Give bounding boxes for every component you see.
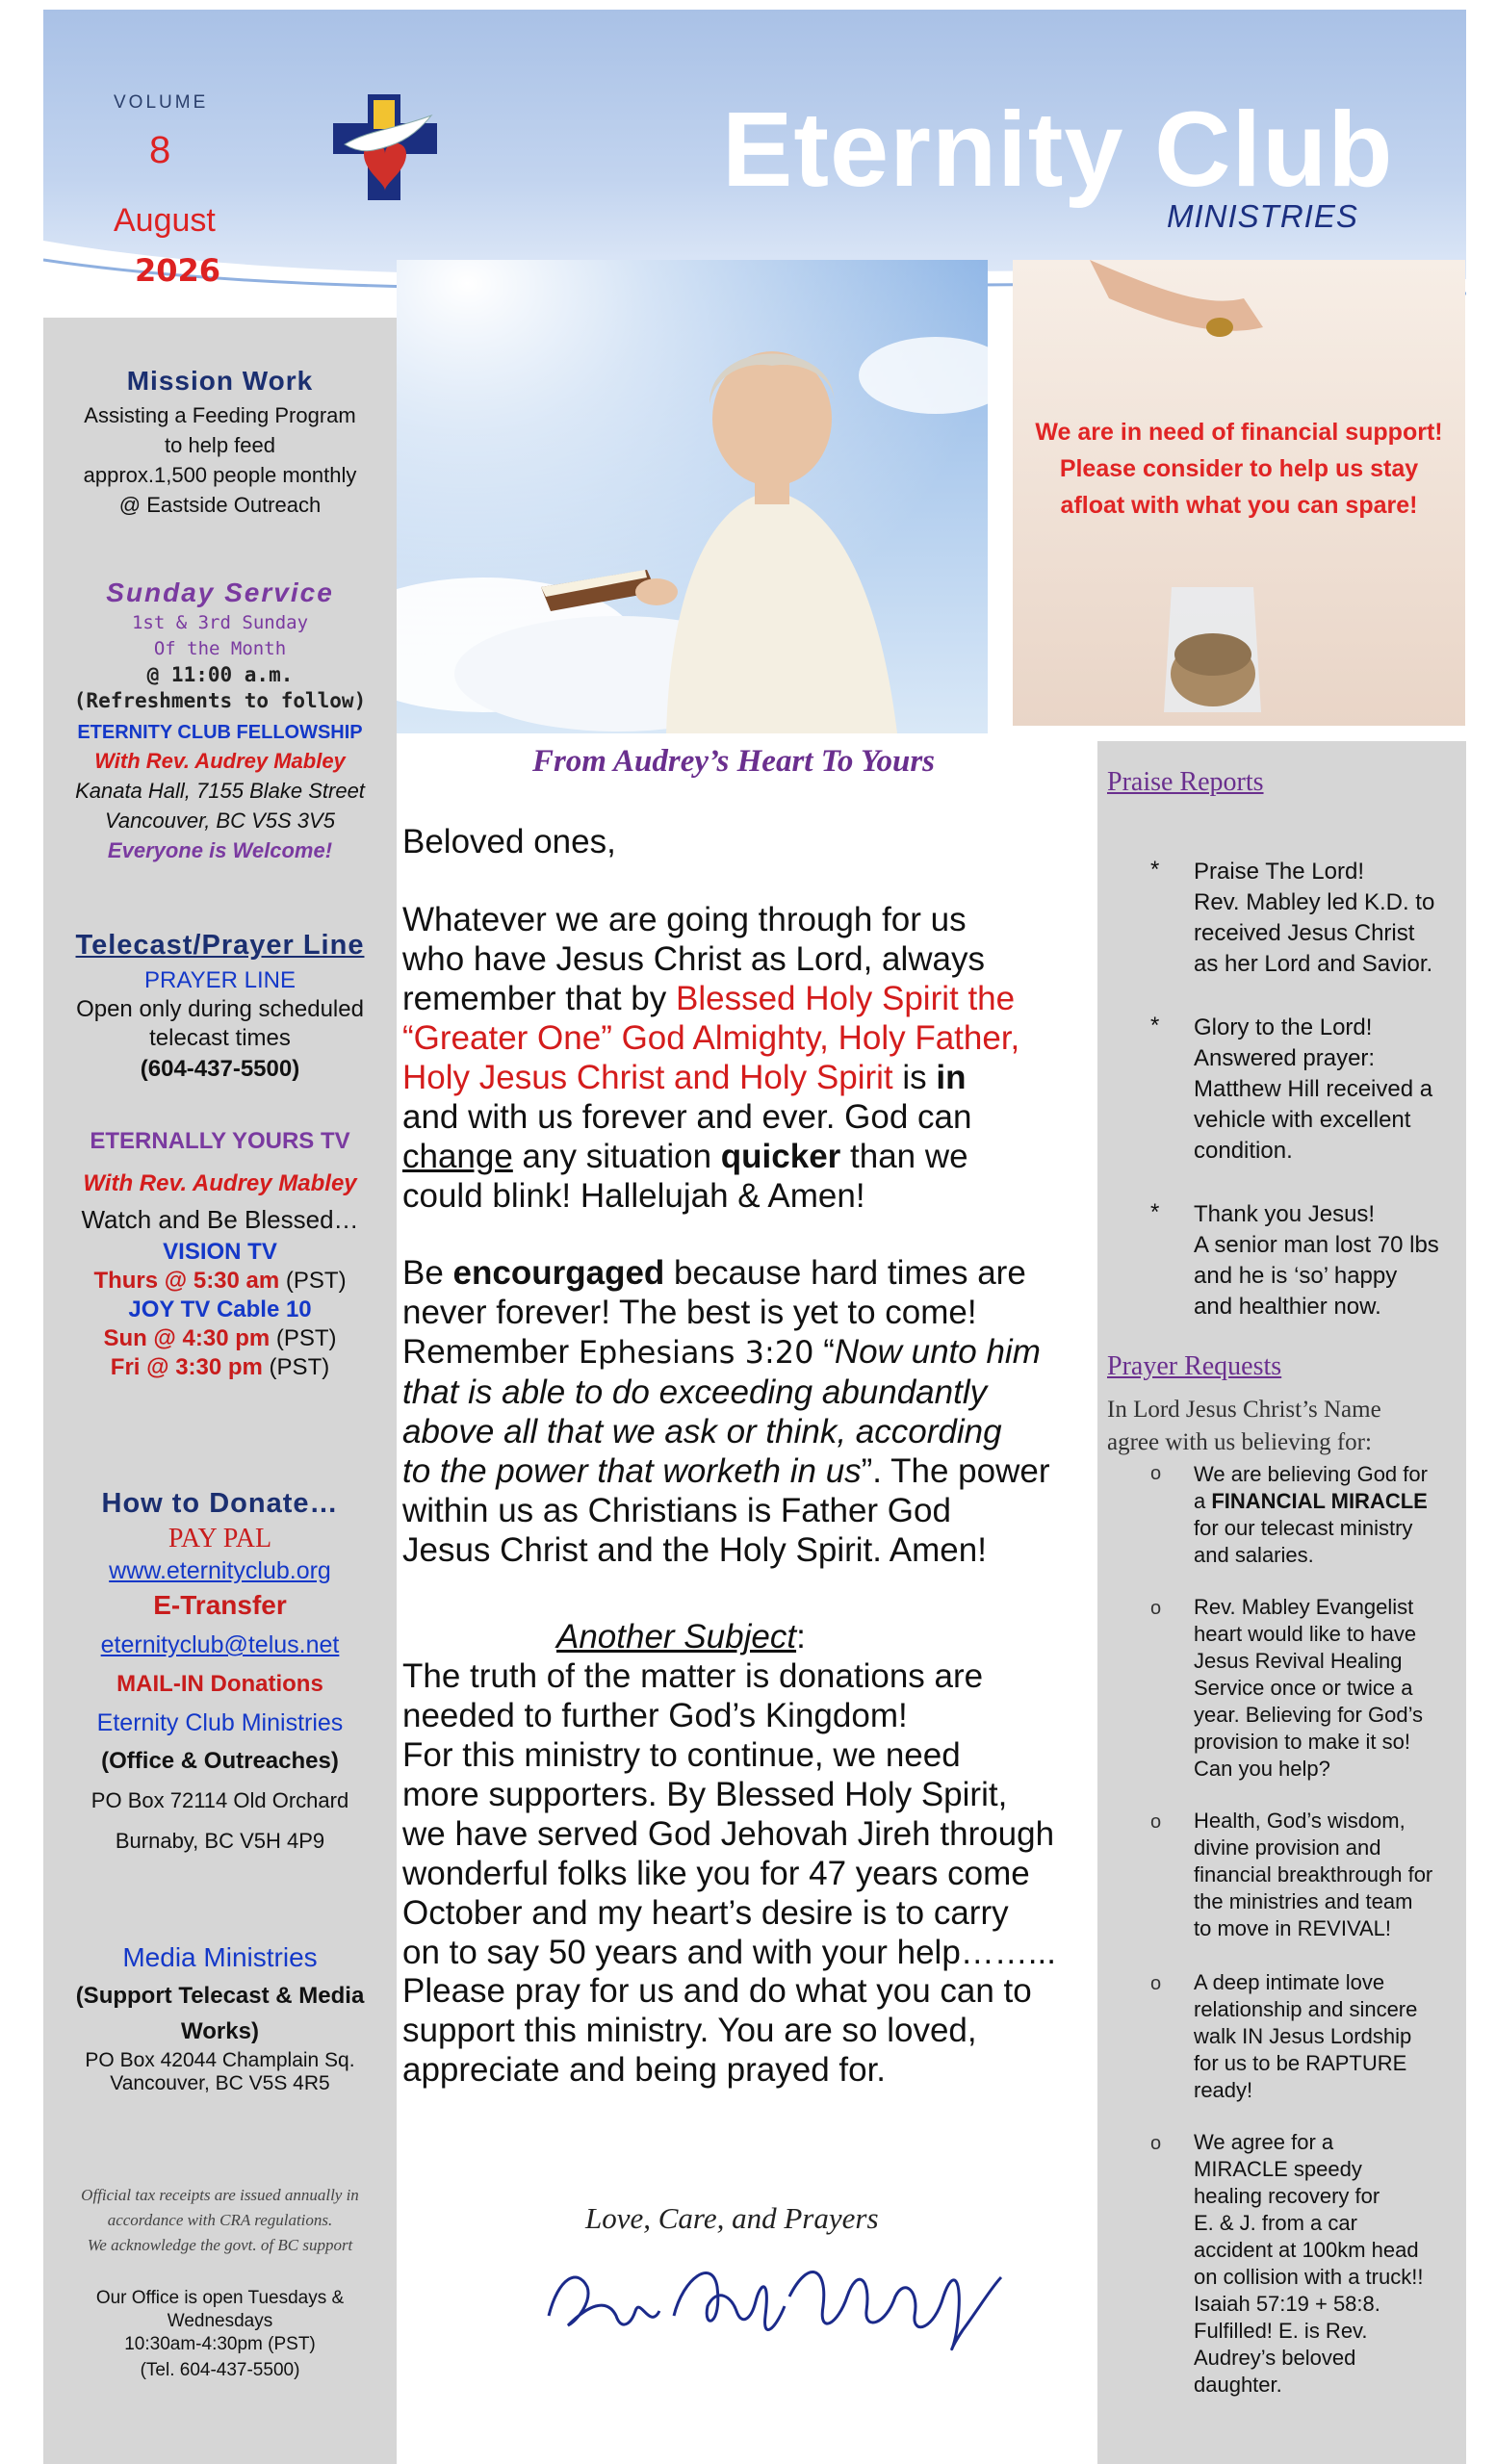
prayer-bullet: o: [1150, 1463, 1162, 1484]
letter-line: on to say 50 years and with your help……...: [402, 1934, 1056, 1971]
tax-line: accordance with CRA regulations.: [107, 2211, 333, 2229]
burnaby-address: Burnaby, BC V5H 4P9: [115, 1829, 325, 1853]
prayer-line: and salaries.: [1194, 1543, 1314, 1567]
hours-line: Our Office is open Tuesdays &: [95, 2288, 345, 2308]
letter-line: Jesus Christ and the Holy Spirit. Amen!: [402, 1531, 987, 1569]
media-heading: Media Ministries: [122, 1942, 318, 1972]
prayer-line: MIRACLE speedy: [1194, 2157, 1362, 2181]
letter-line: and with us forever and ever. God can: [402, 1098, 972, 1136]
with-rev: With Rev. Audrey Mabley: [94, 749, 346, 773]
letter-span: any situation: [512, 1138, 721, 1175]
letter-line: wonderful folks like you for 47 years come: [402, 1855, 1030, 1892]
prayer-span: a: [1194, 1489, 1212, 1513]
letter-paragraph-2: [402, 1253, 1050, 1570]
prayer-line: Isaiah 57:19 + 58:8.: [1194, 2292, 1380, 2316]
letter-line: that is able to do exceeding abundantly: [402, 1373, 988, 1411]
prayer-line: walk IN Jesus Lordship: [1194, 2024, 1412, 2048]
audrey-photo: [397, 260, 988, 733]
another-subject: Another Subject: [556, 1618, 797, 1656]
praise-bullet: *: [1150, 857, 1160, 883]
letter-line: needed to further God’s Kingdom!: [402, 1697, 908, 1734]
mission-line: to help feed: [165, 433, 275, 457]
tax-note: [43, 2183, 397, 2258]
prayer-bullet: o: [1150, 2133, 1162, 2154]
fellowship-name: ETERNITY CLUB FELLOWSHIP: [77, 722, 363, 743]
sunday-line: 1st & 3rd Sunday: [131, 612, 309, 633]
praise-line: as her Lord and Savior.: [1194, 951, 1433, 977]
letter-line: “Greater One” God Almighty, Holy Father,: [402, 1019, 1020, 1057]
watch-text: Watch and Be Blessed…: [81, 1205, 359, 1234]
prayer-line: Can you help?: [1194, 1757, 1330, 1781]
mailin-label: MAIL-IN Donations: [116, 1671, 323, 1697]
letter-line: The truth of the matter is donations are: [402, 1657, 984, 1695]
prayer-line: Jesus Revival Healing: [1194, 1649, 1403, 1673]
prayer-line: year. Believing for God’s: [1194, 1703, 1424, 1727]
prayer-bullet: o: [1150, 1811, 1162, 1833]
prayer-line: on collision with a truck!!: [1194, 2265, 1424, 2289]
letter-line: [402, 1058, 1019, 1097]
tax-line: Official tax receipts are issued annually in: [81, 2186, 359, 2204]
prayer-line-label: PRAYER LINE: [144, 967, 296, 993]
letter-line: we have served God Jehovah Jireh through: [402, 1815, 1055, 1853]
praise-line: condition.: [1194, 1138, 1293, 1164]
praise-item: [1194, 1199, 1463, 1322]
mission-line: Assisting a Feeding Program: [84, 403, 356, 427]
newsletter-subtitle: MINISTRIES: [1167, 198, 1358, 234]
letter-span: Blessed Holy Spirit the: [676, 980, 1016, 1017]
jar-caption-line: Please consider to help us stay: [1059, 455, 1419, 482]
jar-caption-line: afloat with what you can spare!: [1060, 492, 1418, 519]
prayer-line: heart would like to have: [1194, 1622, 1417, 1646]
prayer-line: Service once or twice a: [1194, 1676, 1413, 1700]
letter-span: Remember: [402, 1333, 579, 1371]
etransfer-label: E-Transfer: [153, 1590, 287, 1620]
colon: :: [796, 1618, 806, 1656]
praise-line: received Jesus Christ: [1194, 920, 1415, 946]
letter-line: could blink! Hallelujah & Amen!: [402, 1177, 865, 1215]
mission-line: @ Eastside Outreach: [118, 493, 322, 517]
prayer-line: [1194, 1488, 1463, 1515]
volume-number: 8: [149, 129, 171, 171]
donate-details: [43, 1523, 397, 1861]
letter-line: For this ministry to continue, we need: [402, 1736, 961, 1774]
prayer-requests-heading: Prayer Requests: [1107, 1351, 1282, 1381]
praise-item: [1194, 857, 1463, 980]
prayer-line: the ministries and team: [1194, 1889, 1413, 1913]
letter-span: to the power that worketh in us: [402, 1452, 862, 1490]
prayer-bullet: o: [1150, 1598, 1162, 1619]
media-sub: Works): [181, 2018, 259, 2044]
paypal-label: PAY PAL: [168, 1524, 272, 1553]
vision-time-line: [43, 1267, 397, 1296]
prayer-line: relationship and sincere: [1194, 1997, 1418, 2021]
prayer-line: daughter.: [1194, 2373, 1282, 2397]
letter-span: because hard times are: [664, 1254, 1026, 1292]
letter-span: remember that by: [402, 980, 676, 1017]
sunday-line: Of the Month: [153, 638, 287, 659]
letter-span: ”. The power: [861, 1452, 1050, 1490]
praise-bullet: *: [1150, 1199, 1160, 1225]
email-link[interactable]: eternityclub@telus.net: [100, 1631, 340, 1658]
open-only-text: Open only during scheduled: [76, 996, 364, 1022]
prayer-line: Health, God’s wisdom,: [1194, 1809, 1406, 1833]
letter-span: change: [402, 1138, 513, 1175]
prayer-line: for us to be RAPTURE: [1194, 2051, 1407, 2075]
letter-line: never forever! The best is yet to come!: [402, 1294, 977, 1331]
praise-item: [1194, 1013, 1463, 1167]
time-zone: (PST): [270, 1325, 337, 1351]
donate-heading: How to Donate…: [101, 1488, 339, 1519]
telecast-details: [43, 966, 397, 1086]
jar-caption-line: We are in need of financial support!: [1035, 419, 1443, 446]
mission-line: approx.1,500 people monthly: [83, 463, 357, 487]
issue-month: August: [114, 202, 216, 239]
office-hours: [43, 2287, 397, 2382]
sign-off: Love, Care, and Prayers: [585, 2201, 879, 2235]
prayer-line: A deep intimate love: [1194, 1970, 1385, 1994]
letter-line: above all that we ask or think, according: [402, 1413, 1002, 1450]
praise-bullet: *: [1150, 1013, 1160, 1039]
welcome-text: Everyone is Welcome!: [107, 838, 333, 862]
letter-line: who have Jesus Christ as Lord, always: [402, 940, 985, 978]
hall-address: Kanata Hall, 7155 Blake Street: [75, 779, 365, 803]
sun-time-line: [43, 1324, 397, 1353]
letter-line: within us as Christians is Father God: [402, 1492, 951, 1529]
prayer-line: healing recovery for: [1194, 2184, 1380, 2208]
fri-time: Fri @ 3:30 pm: [110, 1354, 263, 1380]
sunday-service-heading: Sunday Service: [106, 578, 334, 607]
hours-line: Wednesdays: [167, 2311, 273, 2331]
media-po-box: PO Box 42044 Champlain Sq.: [85, 2049, 355, 2071]
praise-line: and healthier now.: [1194, 1294, 1381, 1320]
letter-span: quicker: [720, 1138, 841, 1175]
time-zone: (PST): [279, 1268, 347, 1294]
letter-paragraph-1: [402, 900, 1019, 1216]
prayer-line: E. & J. from a car: [1194, 2211, 1357, 2235]
prayer-span: FINANCIAL MIRACLE: [1211, 1489, 1428, 1513]
praise-reports-heading: Praise Reports: [1107, 767, 1264, 797]
prayer-item: [1194, 1808, 1463, 1942]
website-link[interactable]: www.eternityclub.org: [109, 1557, 331, 1584]
city-address: Vancouver, BC V5S 3V5: [105, 808, 335, 833]
prayer-line: We agree for a: [1194, 2130, 1334, 2154]
cross-dove-logo: [325, 87, 445, 206]
letter-line: [402, 979, 1019, 1018]
prayer-item: [1194, 1594, 1463, 1783]
telecast-times: telecast times: [149, 1025, 291, 1051]
sunday-service-details: [43, 610, 397, 865]
issue-year: 2026: [135, 252, 221, 289]
letter-span: Ephesians 3:20: [578, 1334, 814, 1371]
praise-line: Matthew Hill received a: [1194, 1076, 1433, 1102]
prayer-intro: [1107, 1394, 1381, 1459]
letter-line: Whatever we are going through for us: [402, 901, 967, 938]
time-zone: (PST): [262, 1354, 330, 1380]
letter-line: [402, 1451, 1050, 1491]
prayer-line: ready!: [1194, 2078, 1253, 2102]
hours-line: 10:30am-4:30pm (PST): [124, 2334, 316, 2354]
tv-heading: ETERNALLY YOURS TV: [90, 1128, 350, 1154]
letter-span: is: [892, 1059, 937, 1096]
prayer-intro-line: In Lord Jesus Christ’s Name: [1107, 1397, 1381, 1423]
letter-line: [402, 1137, 1019, 1176]
tv-details: [43, 1167, 397, 1382]
prayer-line: Rev. Mabley Evangelist: [1194, 1595, 1414, 1619]
prayer-item: [1194, 1969, 1463, 2104]
letter-span: Now unto him: [834, 1333, 1041, 1371]
prayer-item: [1194, 2129, 1463, 2399]
mission-work-text: [43, 400, 397, 520]
handwritten-signature: [539, 2239, 1020, 2364]
another-subject-heading: [556, 1617, 806, 1656]
prayer-line: Audrey’s beloved: [1194, 2346, 1356, 2370]
org-name: Eternity Club Ministries: [96, 1709, 344, 1736]
joy-tv: JOY TV Cable 10: [128, 1296, 312, 1322]
prayer-item: [1194, 1461, 1463, 1569]
prayer-line: accident at 100km head: [1194, 2238, 1419, 2262]
letter-line: more supporters. By Blessed Holy Spirit,: [402, 1776, 1008, 1813]
media-sub: (Support Telecast & Media: [75, 1983, 365, 2009]
letter-line: October and my heart’s desire is to carry: [402, 1894, 1009, 1932]
letter-span: “: [813, 1333, 835, 1371]
letter-span: Be: [402, 1254, 453, 1292]
praise-line: Thank you Jesus!: [1194, 1201, 1376, 1227]
prayer-line: Fulfilled! E. is Rev.: [1194, 2319, 1368, 2343]
praise-line: A senior man lost 70 lbs: [1194, 1232, 1439, 1258]
volume-label: VOLUME: [114, 92, 209, 113]
prayer-line: provision to make it so!: [1194, 1730, 1410, 1754]
letter-paragraph-3: [402, 1656, 1056, 1972]
prayer-intro-line: agree with us believing for:: [1107, 1429, 1372, 1455]
tv-with-rev: With Rev. Audrey Mabley: [83, 1170, 357, 1196]
letter-paragraph-4: [402, 1971, 1032, 2090]
sunday-line: @ 11:00 a.m.: [146, 663, 294, 686]
vision-time: Thurs @ 5:30 am: [93, 1268, 280, 1294]
prayer-line: We are believing God for: [1194, 1462, 1428, 1486]
media-ministries: [43, 1938, 397, 2095]
praise-line: and he is ‘so’ happy: [1194, 1263, 1398, 1289]
letter-greeting: Beloved ones,: [402, 823, 616, 860]
letter-span: encourgaged: [452, 1254, 665, 1292]
vision-tv: VISION TV: [163, 1239, 277, 1265]
letter-span: Holy Jesus Christ and Holy Spirit: [402, 1059, 893, 1096]
prayer-line: divine provision and: [1194, 1835, 1381, 1860]
telecast-heading: Telecast/Prayer Line: [75, 930, 365, 961]
po-box: PO Box 72114 Old Orchard: [90, 1788, 349, 1812]
newsletter-title: Eternity Club: [722, 90, 1394, 209]
letter-line: [402, 1332, 1050, 1373]
prayer-line: for our telecast ministry: [1194, 1516, 1413, 1540]
praise-line: Answered prayer:: [1194, 1045, 1376, 1071]
letter-span: than we: [840, 1138, 968, 1175]
office-label: (Office & Outreaches): [101, 1748, 339, 1774]
prayer-line: financial breakthrough for: [1194, 1862, 1433, 1886]
letter-span: in: [936, 1059, 967, 1096]
prayer-bullet: o: [1150, 1973, 1162, 1994]
sunday-line: (Refreshments to follow): [73, 689, 367, 712]
praise-line: Praise The Lord!: [1194, 859, 1364, 885]
media-city: Vancouver, BC V5S 4R5: [110, 2072, 330, 2094]
phone-number: (604-437-5500): [140, 1056, 300, 1082]
sun-time: Sun @ 4:30 pm: [103, 1325, 271, 1351]
hours-line: (Tel. 604-437-5500): [140, 2360, 300, 2380]
letter-line: support this ministry. You are so loved,: [402, 2012, 977, 2049]
praise-line: Glory to the Lord!: [1194, 1014, 1373, 1040]
letter-line: appreciate and being prayed for.: [402, 2051, 887, 2089]
praise-line: Rev. Mabley led K.D. to: [1194, 889, 1435, 915]
letter-line: Please pray for us and do what you can to: [402, 1972, 1032, 2010]
mission-work-heading: Mission Work: [126, 366, 314, 396]
tax-line: We acknowledge the govt. of BC support: [87, 2236, 353, 2254]
letter-heading: From Audrey’s Heart To Yours: [531, 744, 936, 779]
fri-time-line: [43, 1353, 397, 1382]
praise-line: vehicle with excellent: [1194, 1107, 1411, 1133]
letter-line: [402, 1253, 1050, 1293]
prayer-line: to move in REVIVAL!: [1194, 1916, 1392, 1940]
jar-caption: [1013, 414, 1465, 524]
